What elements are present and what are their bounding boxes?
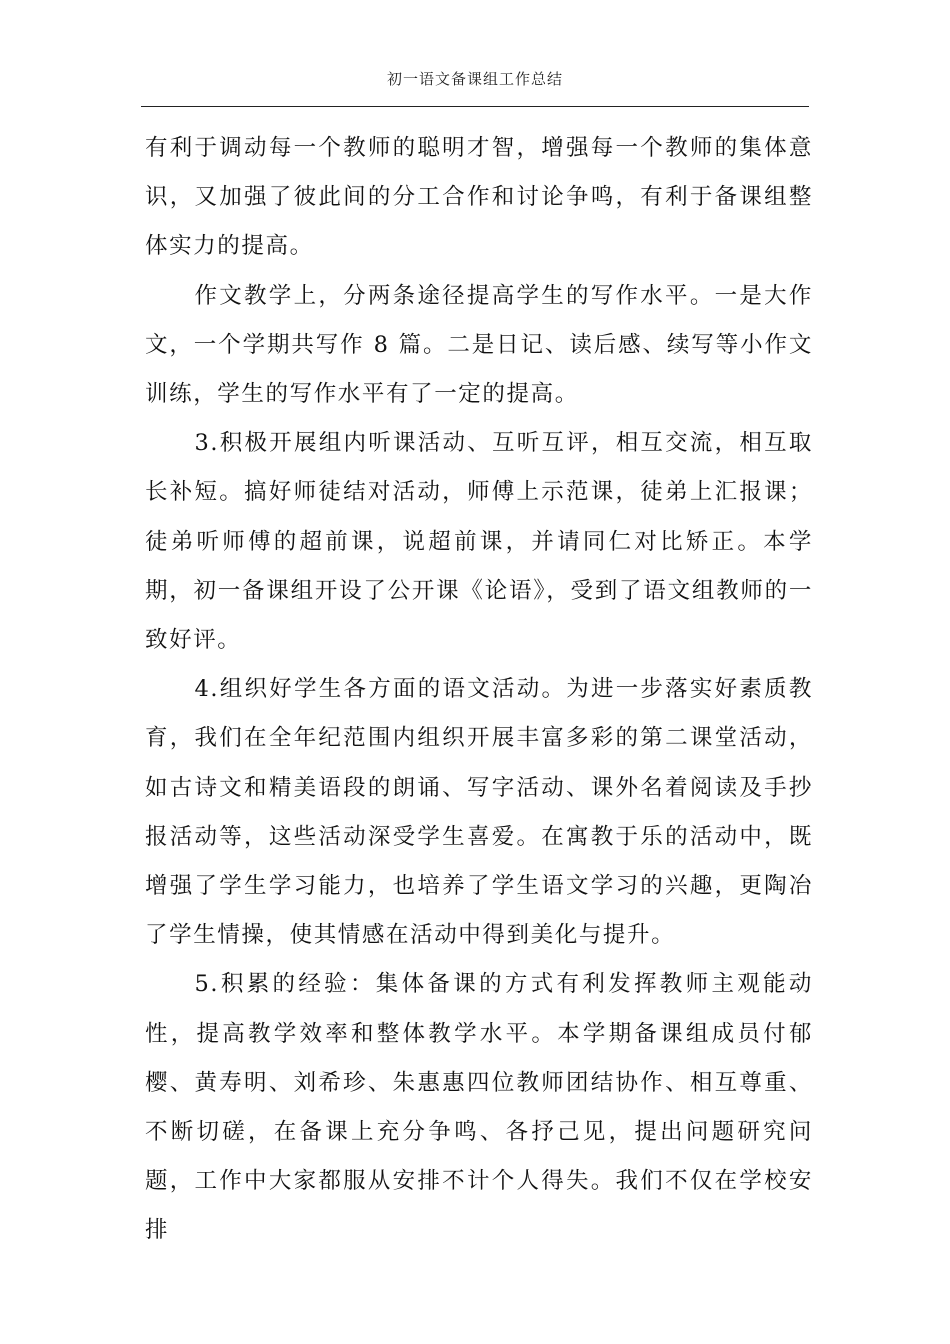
paragraph-3: 3.积极开展组内听课活动、互听互评，相互交流，相互取长补短。搞好师徒结对活动，师傅上示范课，徒弟上汇报课；徒弟听师傅的超前课，说超前课，并请同仁对比矫正。本学期，初一备课组开设了公开课《论语》，受到了语文组教师的一致好评。 [145,430,813,654]
paragraph-4: 4.组织好学生各方面的语文活动。为进一步落实好素质教育，我们在全年纪范围内组织开展丰富多彩的第二课堂活动，如古诗文和精美语段的朗诵、写字活动、课外名着阅读及手抄报活动等，这些活动深受学生喜爱。在寓教于乐的活动中，既增强了学生学习能力，也培养了学生语文学习的兴趣，更陶冶了学生情操，使其情感在活动中得到美化与提升。 [145,676,813,949]
document-body [145,124,813,1256]
running-header-title: 初一语文备课组工作总结 [386,70,563,88]
paragraph-1: 有利于调动每一个教师的聪明才智，增强每一个教师的集体意识，又加强了彼此间的分工合作和讨论争鸣，有利于备课组整体实力的提高。 [145,135,813,260]
header-divider [141,106,809,107]
paragraph-2: 作文教学上，分两条途径提高学生的写作水平。一是大作文，一个学期共写作 8 篇。二是日记、读后感、续写等小作文训练，学生的写作水平有了一定的提高。 [145,282,813,408]
paragraph-5: 5.积累的经验：集体备课的方式有利发挥教师主观能动性，提高教学效率和整体教学水平。本学期备课组成员付郁樱、黄寿明、刘希珍、朱惠惠四位教师团结协作、相互尊重、不断切磋，在备课上充分争鸣、各抒己见，提出问题研究问题，工作中大家都服从安排不计个人得失。我们不仅在学校安排 [145,971,813,1244]
